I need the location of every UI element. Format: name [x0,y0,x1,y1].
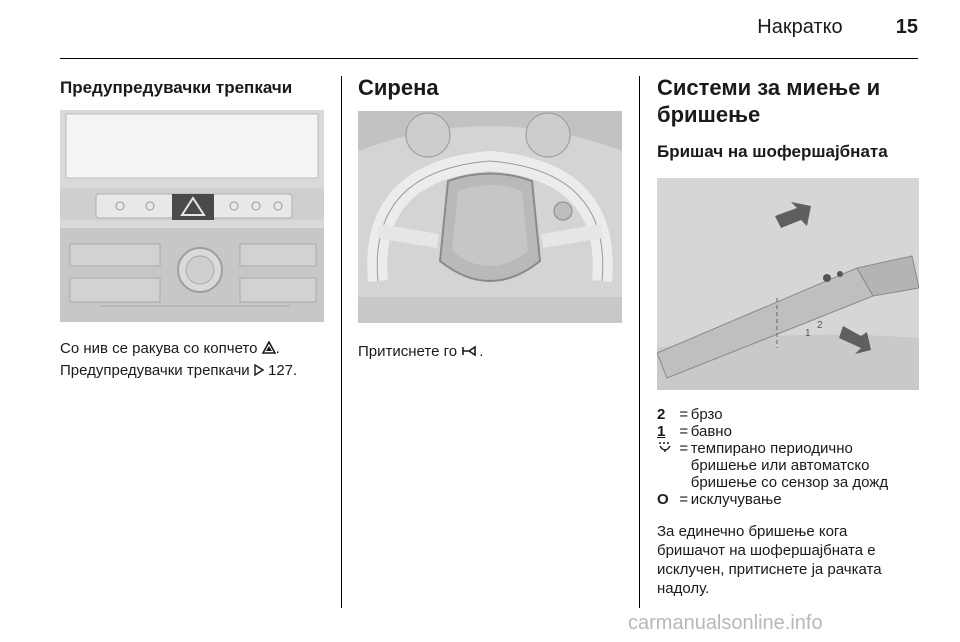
wiper-legend [657,406,919,508]
hazard-switch-figure [60,110,324,322]
left-column [60,74,328,382]
hazard-text-line-2: Предупредувачки трепкачи 127. [60,362,298,379]
legend-row-interval: = темпирано периодично бришење или автоматско бришење со сензор за дожд [657,440,919,491]
middle-column [358,74,624,363]
svg-text:1: 1 [805,328,811,339]
steering-wheel-figure [358,111,622,323]
right-column [657,74,919,598]
header-rule [60,58,918,59]
wiper-lever-figure [657,178,919,390]
watermark: carmanualsonline.info [628,612,823,634]
horn-text: Притиснете го . [358,343,484,360]
legend-row-slow: 1 = бавно [657,423,732,440]
legend-row-fast: 2 = брзо [657,406,723,423]
running-header-title: Накратко [757,16,843,38]
page-reference[interactable]: 127. [267,362,298,379]
hazard-text-line-1: Со нив се ракува со копчето . [60,340,280,357]
page-number: 15 [895,16,918,38]
single-wipe-paragraph: За единечно бришење кога бришачот на шофершајбната е исклучен, притиснете ја рачката надолу. [657,523,882,597]
svg-text:2: 2 [817,320,823,331]
section-heading-wash-wipe: Системи за миење и бришење [657,75,881,127]
section-heading-hazard: Предупредувачки трепкачи [60,78,293,97]
legend-row-off: O = исклучување [657,491,782,508]
hazard-triangle-icon [262,341,276,354]
reference-arrow-icon [254,364,264,376]
column-divider-2 [639,76,640,608]
horn-icon [461,345,479,357]
column-divider-1 [341,76,342,608]
interval-wiper-icon [657,440,677,491]
section-heading-horn: Сирена [358,75,439,100]
subheading-windscreen-wiper: Бришач на шофершајбната [657,142,888,161]
